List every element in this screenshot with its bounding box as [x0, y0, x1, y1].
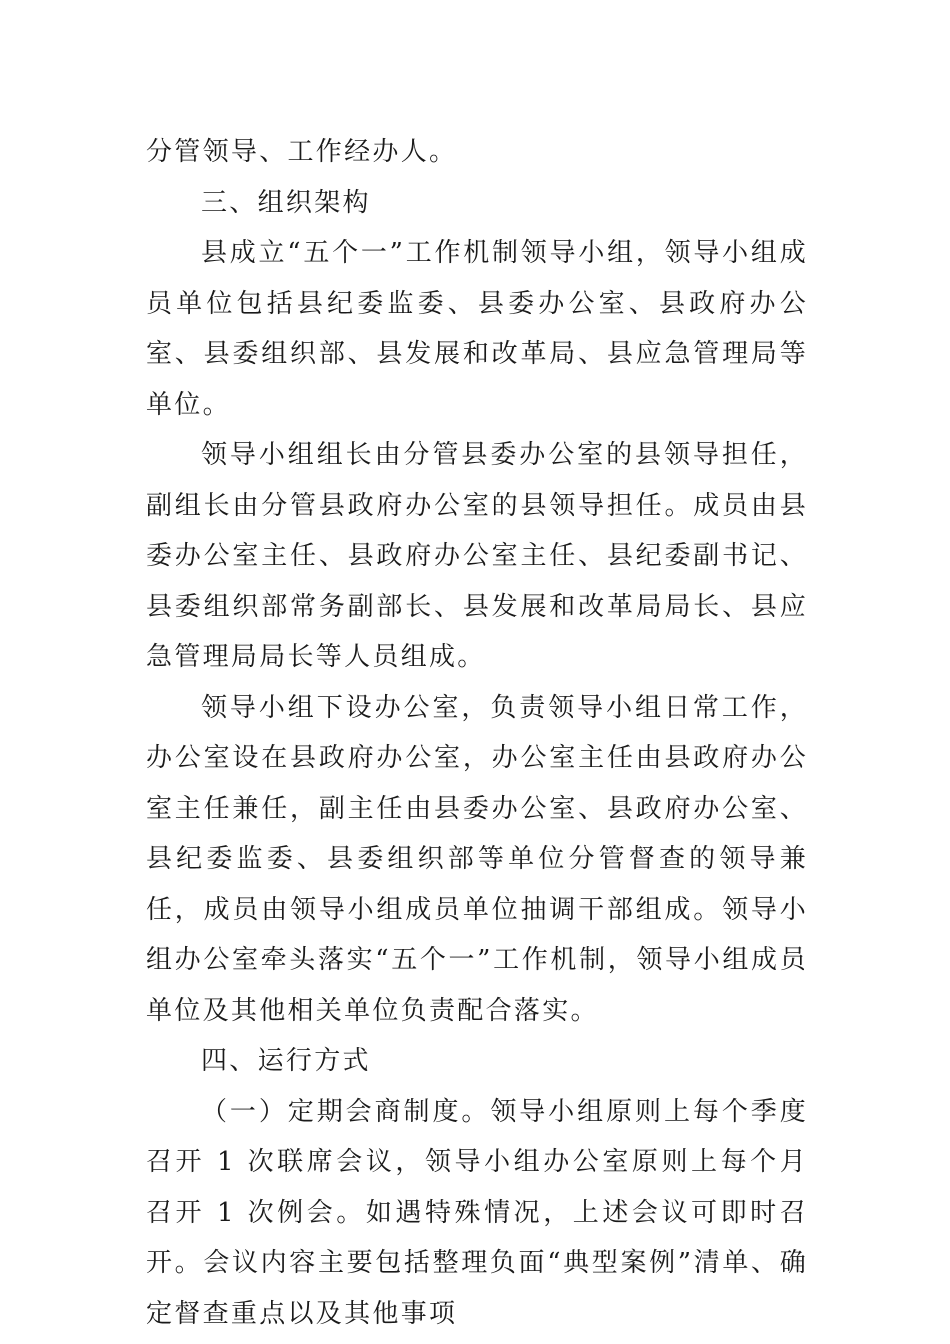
paragraph-regular-consultation: （一）定期会商制度。领导小组原则上每个季度召开 1 次联席会议，领导小组办公室原则上每个月召开 1 次例会。如遇特殊情况，上述会议可即时召开。会议内容主要包括整理负面“典型案例”清单、确定督查重点以及其他事项: [146, 1096, 808, 1329]
paragraph-continuation: 分管领导、工作经办人。: [146, 137, 458, 167]
document-body: [146, 127, 808, 1339]
paragraph-leading-group: 县成立“五个一”工作机制领导小组，领导小组成员单位包括县纪委监委、县委办公室、县政府办公室、县委组织部、县发展和改革局、县应急管理局等单位。: [146, 238, 808, 420]
section-heading-organization: 三、组织架构: [201, 187, 371, 218]
section-heading-operation: 四、运行方式: [201, 1046, 371, 1076]
paragraph-group-leaders: 领导小组组长由分管县委办公室的县领导担任，副组长由分管县政府办公室的县领导担任。成员由县委办公室主任、县政府办公室主任、县纪委副书记、县委组织部常务副部长、县发展和改革局局长、县应急管理局局长等人员组成。: [146, 440, 808, 672]
paragraph-group-office: 领导小组下设办公室，负责领导小组日常工作，办公室设在县政府办公室，办公室主任由县政府办公室主任兼任，副主任由县委办公室、县政府办公室、县纪委监委、县委组织部等单位分管督查的领导兼任，成员由领导小组成员单位抽调干部组成。领导小组办公室牵头落实“五个一”工作机制，领导小组成员单位及其他相关单位负责配合落实。: [146, 692, 808, 1026]
